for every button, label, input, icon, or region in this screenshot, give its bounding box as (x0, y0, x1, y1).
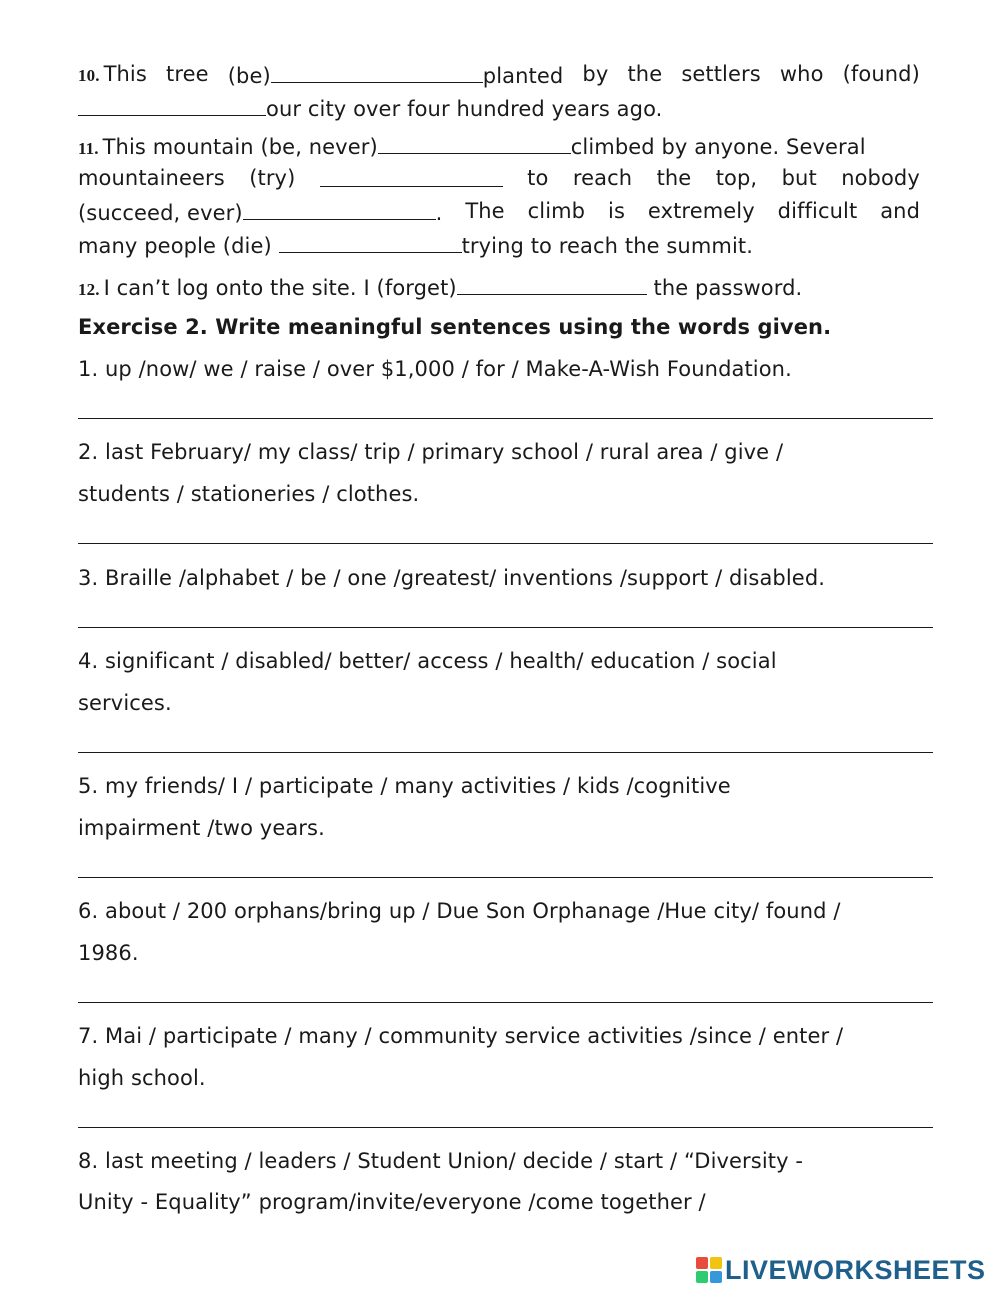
word: (be) (227, 64, 271, 88)
q11-text: This mountain (be, never) (102, 135, 378, 159)
word: and (880, 199, 920, 223)
q12-line (78, 274, 802, 302)
prompt-1: 1. up /now/ we / raise / over $1,000 / for / Make-A-Wish Foundation. (78, 357, 792, 381)
q12-blank[interactable] (457, 274, 647, 295)
liveworksheets-logo (696, 1255, 986, 1285)
q11-text: trying to reach the summit. (461, 234, 754, 258)
word: planted (482, 64, 564, 88)
word: by (582, 62, 609, 86)
word: top, (715, 166, 758, 190)
q12-text: I can’t log onto the site. I (forget) (103, 276, 457, 300)
word: (found) (842, 62, 920, 86)
answer-line-5[interactable] (78, 877, 933, 878)
logo-text: LIVEWORKSHEETS (725, 1254, 986, 1285)
q11-text: (succeed, ever) (78, 201, 243, 225)
word: tree (165, 62, 209, 86)
word: The (465, 199, 505, 223)
q11-blank-2[interactable] (320, 166, 503, 187)
q10-line-2 (78, 95, 662, 121)
answer-line-7[interactable] (78, 1127, 933, 1128)
answer-line-2[interactable] (78, 543, 933, 544)
answer-line-1[interactable] (78, 418, 933, 419)
q10-number: 10. (78, 66, 100, 85)
prompt-2-line-1: 2. last February/ my class/ trip / primary school / rural area / give / (78, 440, 784, 464)
exercise-2-heading: Exercise 2. Write meaningful sentences using the words given. (78, 315, 832, 339)
prompt-6-line-1: 6. about / 200 orphans/bring up / Due Son Orphanage /Hue city/ found / (78, 899, 841, 923)
q10-line-1 (78, 62, 920, 88)
word: reach (572, 166, 633, 190)
q11-number: 11. (78, 139, 99, 158)
answer-line-6[interactable] (78, 1002, 933, 1003)
q11-blank-4[interactable] (279, 232, 462, 253)
prompt-7-line-2: high school. (78, 1066, 206, 1090)
q11-line-3: (succeed, ever) . The climb is extremely difficult and (78, 199, 920, 225)
prompt-5-line-2: impairment /two years. (78, 816, 325, 840)
prompt-6-line-2: 1986. (78, 941, 139, 965)
word: to (527, 166, 549, 190)
q10-blank-1[interactable] (271, 62, 483, 83)
prompt-2-line-2: students / stationeries / clothes. (78, 482, 420, 506)
answer-line-4[interactable] (78, 752, 933, 753)
word: climb (527, 199, 586, 223)
word: the (627, 62, 663, 86)
word: is (608, 199, 626, 223)
word: but (781, 166, 817, 190)
word: (try) (249, 166, 296, 190)
q11-line-1 (78, 133, 866, 161)
q11-text: many people (die) (78, 234, 272, 258)
word: the (656, 166, 692, 190)
word: settlers (681, 62, 761, 86)
q11-blank-3[interactable] (243, 199, 436, 220)
q11-blank-1[interactable] (378, 133, 571, 154)
q12-text: the password. (653, 276, 803, 300)
q11-line-2 (78, 166, 920, 190)
q12-number: 12. (78, 280, 100, 299)
word: This (103, 62, 147, 86)
prompt-3: 3. Braille /alphabet / be / one /greatest/ inventions /support / disabled. (78, 566, 826, 590)
q10-text: our city over four hundred years ago. (266, 97, 663, 121)
word: mountaineers (78, 166, 225, 190)
prompt-8-line-2: Unity - Equality” program/invite/everyone /come together / (78, 1190, 706, 1214)
word: extremely (647, 199, 755, 223)
prompt-5-line-1: 5. my friends/ I / participate / many activities / kids /cognitive (78, 774, 731, 798)
q11-line-4 (78, 232, 753, 258)
q11-text: climbed by anyone. Several (570, 135, 866, 159)
prompt-7-line-1: 7. Mai / participate / many / community service activities /since / enter / (78, 1024, 844, 1048)
word: nobody (841, 166, 920, 190)
q10-blank-2[interactable] (78, 95, 266, 116)
prompt-4-line-1: 4. significant / disabled/ better/ access / health/ education / social (78, 649, 777, 673)
liveworksheets-logo-icon (696, 1257, 722, 1283)
word: difficult (777, 199, 858, 223)
prompt-8-line-1: 8. last meeting / leaders / Student Union/ decide / start / “Diversity - (78, 1149, 804, 1173)
answer-line-3[interactable] (78, 627, 933, 628)
prompt-4-line-2: services. (78, 691, 172, 715)
word: who (779, 62, 824, 86)
